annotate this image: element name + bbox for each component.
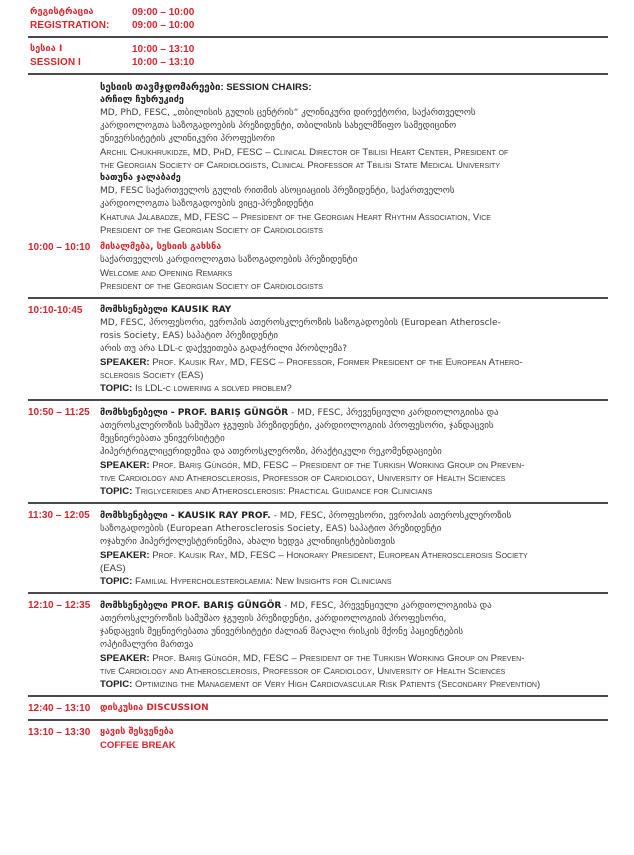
talk2-line: ჰიპერტრიგლიცერიდემია და ათეროსკლეროზი, პრაქტიკული რეკომენდაციები (100, 447, 442, 457)
talk1-topic-label: TOPIC: (100, 383, 133, 394)
talk4-line: ჯანდაცვის მეცნიერებათა უნივერსიტეტი ძალიან მაღალი რისკის მქონე პაციენტების (100, 627, 464, 637)
talk4-title-rest: - MD, FESC, პრევენციული კარდიოლოგიისა და (281, 601, 492, 611)
talk2-speaker-label: SPEAKER: (100, 460, 150, 471)
chair2-line: კარდიოლოგთა საზოგადოების ვიცე-პრეზიდენტი (100, 199, 314, 209)
chair1-line: MD, PhD, FESC, „თბილისის გულის ცენტრის“ კლინიკური დირექტორი, საქართველოს (100, 108, 476, 118)
discussion-title: დისკუსია DISCUSSION (100, 703, 209, 713)
divider (28, 695, 608, 697)
registration-row (28, 6, 608, 32)
session-time-1: 10:00 – 13:10 (132, 44, 195, 55)
divider (28, 719, 608, 721)
coffee-title-ka: ყავის შესვენება (100, 727, 174, 737)
divider (28, 73, 608, 75)
coffee-time: 13:10 – 13:30 (28, 727, 91, 738)
registration-time-2: 09:00 – 10:00 (132, 20, 195, 31)
talk4-line: ათეროსკლეროზის სამუშაო ჯგუფის პრეზიდენტი, კარდიოლოგიის პროფესორი, (100, 614, 447, 624)
chairs-title: სესიის თავმჯდომარეები: SESSION CHAIRS: (100, 82, 312, 93)
welcome-line: Welcome and Opening Remarks (100, 268, 233, 279)
talk3-block (28, 509, 608, 588)
talk2-speaker-cont: tive Cardiology and Atherosclerosis, Professor of Cardiology, University of Health Sciences (100, 473, 506, 484)
talk1-line: MD, FESC, პროფესორი, ევროპის ათეროსკლეროზის საზოგადოების (European Atheroscle- (100, 318, 501, 328)
divider (28, 592, 608, 594)
talk3-speaker: Prof. Kausik Ray, MD, FESC – Honorary President, European Atherosclerosis Society (152, 550, 528, 561)
talk4-block (28, 599, 608, 691)
chair1-line: the Georgian Society of Cardiologists, Clinical Professor at Tbilisi State Medical University (100, 160, 500, 171)
discussion-time: 12:40 – 13:10 (28, 703, 91, 714)
welcome-line: President of the Georgian Society of Cardiologists (100, 281, 323, 292)
chair2-line: MD, FESC საქართველოს გულის რითმის ასოციაციის პრეზიდენტი, საქართველოს (100, 186, 455, 196)
talk1-line: არის თუ არა LDL-c დაქვეითება გადაჭრილი პრობლემა? (100, 344, 347, 354)
talk3-line: ოჯახური ჰიპერქოლესტერინემია, ახალი ხედვა კლინიცისტებისთვის (100, 537, 396, 547)
session-row (28, 43, 608, 69)
talk4-topic: Optimizing the Management of Very High Cardiovascular Risk Patients (Secondary Prevention) (135, 679, 541, 690)
session-time-2: 10:00 – 13:10 (132, 57, 195, 68)
talk2-topic: Triglycerides and Atherosclerosis: Practical Guidance for Clinicians (135, 486, 433, 497)
talk2-line: მეცნიერებათა უნივერსიტეტი (100, 434, 225, 444)
talk1-topic: Is LDL-c lowering a solved problem? (135, 383, 292, 394)
chair1-name: არჩილ ჩუხრუკიძე (100, 95, 184, 105)
chairs-block (28, 81, 608, 237)
coffee-title-en: COFFEE BREAK (100, 740, 176, 751)
registration-label-ka: რეგისტრაცია (30, 7, 94, 17)
talk2-speaker: Prof. Bariş Güngör, MD, FESC – President of the Turkish Working Group on Preven- (152, 460, 525, 471)
divider (28, 502, 608, 504)
talk4-line: ოპტიმალური მართვა (100, 640, 194, 650)
divider (28, 399, 608, 401)
talk4-time: 12:10 – 12:35 (28, 600, 91, 611)
talk1-speaker-label: SPEAKER: (100, 357, 150, 368)
talk1-title: მომხსენებელი KAUSIK RAY (100, 305, 232, 315)
talk2-block (28, 406, 608, 498)
talk3-topic-label: TOPIC: (100, 576, 133, 587)
talk4-speaker: Prof. Bariş Güngör, MD, FESC – President of the Turkish Working Group on Preven- (152, 653, 525, 664)
talk1-speaker-cont: sclerosis Society (EAS) (100, 370, 204, 381)
talk4-topic-label: TOPIC: (100, 679, 133, 690)
welcome-time: 10:00 – 10:10 (28, 242, 91, 253)
talk2-line: ათეროსკლეროზის სამუშაო ჯგუფის პრეზიდენტი, კარდიოლოგიის პროფესორი, ჯანდაცვის (100, 421, 494, 431)
talk3-title-rest: - MD, FESC, პროფესორი, ევროპის ათეროსკლეროზის (270, 511, 512, 521)
talk4-title: მომხსენებელი PROF. BARIŞ GÜNGÖR (100, 601, 282, 611)
program-page (28, 6, 608, 752)
session-label-ka: სესია I (30, 44, 63, 54)
talk2-title-rest: - MD, FESC, პრევენციული კარდიოლოგიისა და (288, 408, 499, 418)
welcome-line: საქართველოს კარდიოლოგთა საზოგადოების პრეზიდენტი (100, 255, 358, 265)
coffee-block (28, 726, 608, 752)
talk3-speaker-label: SPEAKER: (100, 550, 150, 561)
registration-time-1: 09:00 – 10:00 (132, 7, 195, 18)
talk3-line: საზოგადოების (European Atherosclerosis Society, EAS) საპატიო პრეზიდენტი (100, 524, 442, 534)
chair2-line: President of the Georgian Society of Cardiologists (100, 225, 323, 236)
registration-label-en: REGISTRATION: (30, 20, 110, 31)
talk1-time: 10:10-10:45 (28, 305, 83, 316)
talk3-speaker-cont: (EAS) (100, 563, 126, 574)
talk2-time: 10:50 – 11:25 (28, 407, 90, 418)
chair2-name: ხათუნა ჯალაბაძე (100, 173, 181, 183)
discussion-block (28, 702, 608, 715)
talk4-speaker-cont: tive Cardiology and Atherosclerosis, Professor of Cardiology, University of Health Sciences (100, 666, 506, 677)
talk3-time: 11:30 – 12:05 (28, 510, 90, 521)
welcome-block (28, 241, 608, 293)
divider (28, 36, 608, 38)
talk1-speaker: Prof. Kausik Ray, MD, FESC – Professor, Former President of the European Athero- (152, 357, 523, 368)
talk1-block (28, 304, 608, 395)
chair1-line: კარდიოლოგთა საზოგადოების პრეზიდენტი, თბილისის სახელმწიფო სამედიცინო (100, 121, 457, 131)
talk3-title: მომხსენებელი - KAUSIK RAY PROF. (100, 511, 271, 521)
divider (28, 297, 608, 299)
chair1-line: Archil Chukhrukidze, MD, PhD, FESC – Clinical Director of Tbilisi Heart Center, President of (100, 147, 509, 158)
session-label-en: SESSION I (30, 57, 81, 68)
welcome-title: მისალმება, სესიის გახსნა (100, 242, 222, 252)
chair1-line: უნივერსიტეტის კლინიკური პროფესორი (100, 134, 275, 144)
talk3-topic: Familial Hypercholesterolaemia: New Insights for Clinicians (135, 576, 392, 587)
chair2-line: Khatuna Jalabadze, MD, FESC – President of the Georgian Heart Rhythm Association, Vice (100, 212, 491, 223)
talk1-line: rosis Society, EAS) საპატიო პრეზიდენტი (100, 331, 279, 341)
talk2-topic-label: TOPIC: (100, 486, 133, 497)
talk2-title: მომხსენებელი - PROF. BARIŞ GÜNGÖR (100, 408, 289, 418)
talk4-speaker-label: SPEAKER: (100, 653, 150, 664)
